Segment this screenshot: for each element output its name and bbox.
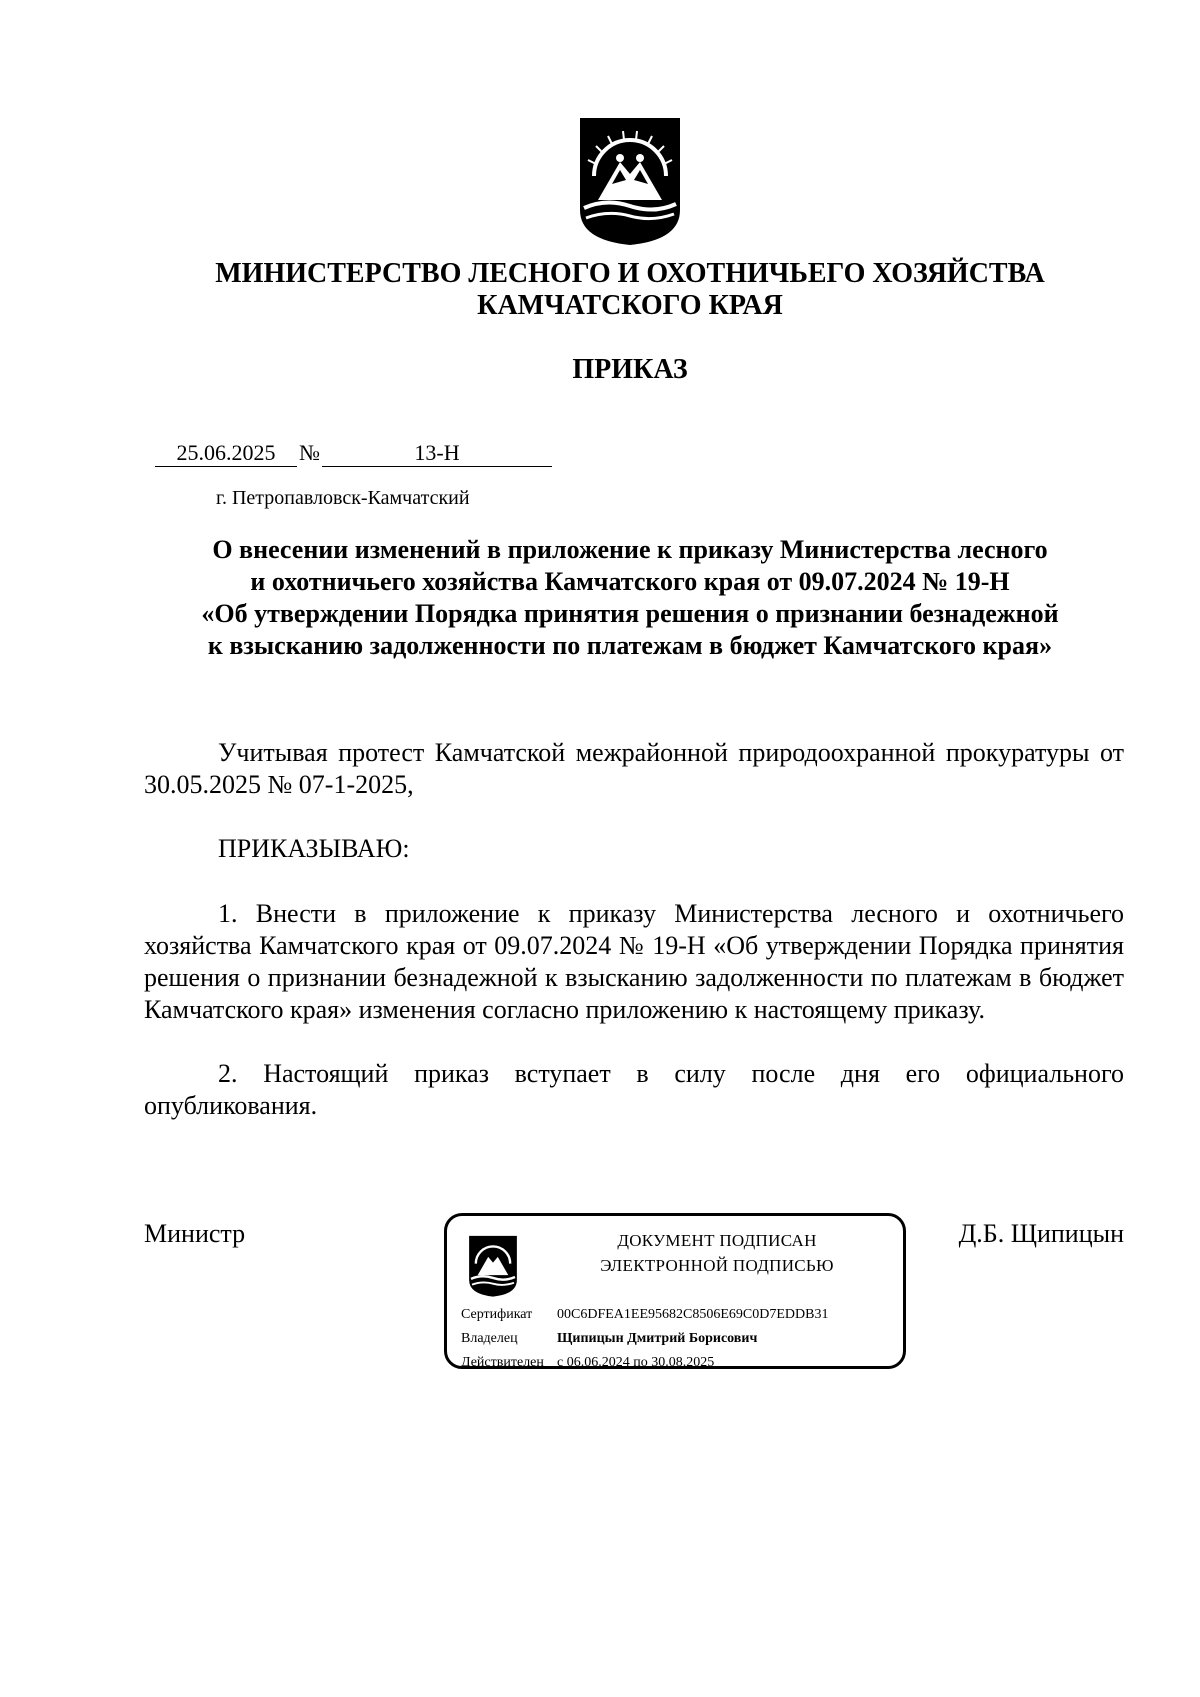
electronic-signature-stamp bbox=[444, 1213, 906, 1369]
title-line-2: и охотничьего хозяйства Камчатского края от 09.07.2024 № 19-Н bbox=[250, 567, 1010, 596]
owner-value: Щипицын Дмитрий Борисович bbox=[557, 1331, 758, 1346]
title-line-4: к взысканию задолженности по платежам в бюджет Камчатского края» bbox=[207, 631, 1053, 660]
stamp-owner-row bbox=[461, 1330, 757, 1348]
stamp-validity-row bbox=[461, 1354, 714, 1372]
stamp-certificate-row bbox=[461, 1306, 828, 1324]
title-line-1: О внесении изменений в приложение к приказу Министерства лесного bbox=[212, 535, 1048, 564]
certificate-value: 00C6DFEA1EE95682C8506E69C0D7EDDB31 bbox=[557, 1307, 829, 1322]
registration-line bbox=[155, 440, 552, 467]
certificate-label: Сертификат bbox=[461, 1307, 533, 1322]
stamp-coat-of-arms-icon bbox=[467, 1234, 519, 1298]
ministry-line-1: МИНИСТЕРСТВО ЛЕСНОГО И ОХОТНИЧЬЕГО ХОЗЯЙСТВА bbox=[215, 258, 1045, 289]
ministry-name bbox=[120, 258, 1140, 322]
ministry-line-2: КАМЧАТСКОГО КРАЯ bbox=[477, 290, 783, 321]
order-item-2: 2. Настоящий приказ вступает в силу после дня его официального опубликования. bbox=[144, 1059, 1124, 1120]
document-title bbox=[140, 534, 1120, 662]
stamp-header-line-1: ДОКУМЕНТ ПОДПИСАН bbox=[617, 1231, 817, 1250]
city: г. Петропавловск-Камчатский bbox=[216, 487, 470, 509]
signer-position: Министр bbox=[144, 1219, 246, 1248]
intro-paragraph: Учитывая протест Камчатской межрайонной природоохранной прокуратуры от 30.05.2025 № 07-1-2025, bbox=[144, 738, 1124, 799]
stamp-header-line-2: ЭЛЕКТРОННОЙ ПОДПИСЬЮ bbox=[600, 1256, 834, 1275]
validity-label: Действителен bbox=[461, 1355, 544, 1370]
order-item-1: 1. Внести в приложение к приказу Министерства лесного и охотничьего хозяйства Камчатского края от 09.07.2024 № 19-Н «Об утверждении Порядка принятия решения о признании безнадежной к взысканию задолженности по платежам в бюджет Камчатского края» изменения согласно приложению к настоящему приказу. bbox=[144, 899, 1124, 1024]
owner-label: Владелец bbox=[461, 1331, 518, 1346]
document-type: ПРИКАЗ bbox=[572, 354, 688, 385]
order-word: ПРИКАЗЫВАЮ: bbox=[218, 834, 410, 863]
signer-name: Д.Б. Щипицын bbox=[958, 1219, 1124, 1248]
coat-of-arms-icon bbox=[576, 114, 684, 248]
order-date: 25.06.2025 bbox=[155, 440, 297, 467]
title-line-3: «Об утверждении Порядка принятия решения о признании безнадежной bbox=[201, 599, 1059, 628]
number-sign: № bbox=[299, 440, 320, 465]
validity-value: с 06.06.2024 по 30.08.2025 bbox=[557, 1355, 715, 1370]
order-number: 13-Н bbox=[322, 440, 552, 467]
stamp-header bbox=[547, 1228, 887, 1278]
